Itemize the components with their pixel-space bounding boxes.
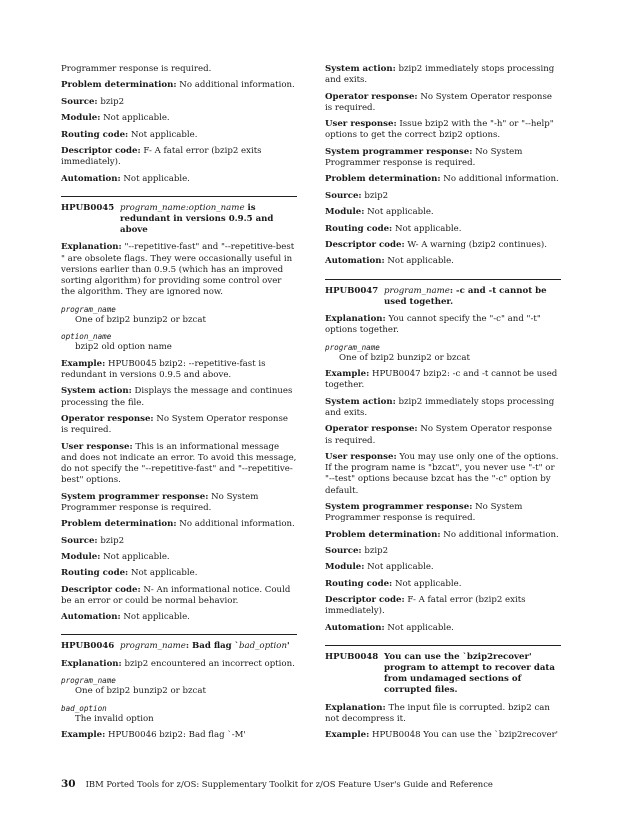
example: Example: HPUB0046 bzip2: Bad flag `-M' [61, 730, 246, 741]
message-header-hpub0047 [325, 279, 561, 308]
variable-definition: One of bzip2 bunzip2 or bzcat [339, 352, 470, 363]
system-programmer-response: System programmer response: No System Programmer response is required. [325, 146, 523, 168]
source: Source: bzip2 [325, 545, 389, 556]
routing-code: Routing code: Not applicable. [61, 129, 198, 140]
left-column [61, 64, 297, 747]
message-title: program_name: Bad flag `bad_option' [120, 641, 290, 652]
module: Module: Not applicable. [61, 113, 170, 124]
system-programmer-response: System programmer response: No System Programmer response is required. [61, 491, 259, 513]
message-id: HPUB0045 [61, 202, 115, 213]
system-action: System action: bzip2 immediately stops processing and exits. [325, 396, 555, 418]
automation: Automation: Not applicable. [61, 173, 190, 184]
automation: Automation: Not applicable. [325, 256, 454, 267]
module: Module: Not applicable. [325, 562, 434, 573]
footer-title: IBM Ported Tools for z/OS: Supplementary Toolkit for z/OS Feature User's Guide and Reference [85, 779, 493, 789]
message-title: You can use the `bzip2recover' program to attempt to recover data from undamaged sections of corrupted files. [384, 651, 555, 696]
message-header-hpub0048 [325, 645, 561, 697]
variable-term: program_name [325, 342, 380, 352]
message-id: HPUB0047 [325, 285, 379, 296]
user-response: User response: This is an informational message and does not indicate an error. To avoid this message, do not specify the "--repetitive-fast" and "--repetitive-best" options. [61, 441, 297, 486]
message-title: program_name:option_name is redundant in versions 0.9.5 and above [120, 202, 274, 236]
explanation: Explanation: "--repetitive-fast" and "--repetitive-best " are obsolete flags. They were occasionally useful in versions earlier than 0.9.5 (which has an improved sorting algorithm) for providing some control over the algorithm. They are ignored now. [61, 242, 295, 298]
routing-code: Routing code: Not applicable. [325, 223, 462, 234]
variable-term: program_name [61, 304, 116, 314]
example: Example: HPUB0045 bzip2: --repetitive-fast is redundant in versions 0.9.5 and above. [61, 358, 266, 380]
descriptor-code: Descriptor code: F- A fatal error (bzip2 exits immediately). [61, 145, 262, 168]
variable-definition: The invalid option [75, 713, 154, 724]
system-programmer-response: System programmer response: No System Programmer response is required. [325, 501, 523, 524]
explanation: Explanation: bzip2 encountered an incorrect option. [61, 658, 295, 669]
descriptor-code: Descriptor code: N- An informational notice. Could be an error or could be normal behavior. [61, 584, 291, 606]
module: Module: Not applicable. [325, 207, 434, 218]
explanation: Explanation: The input file is corrupted. bzip2 can not decompress it. [325, 702, 550, 724]
message-id: HPUB0048 [325, 651, 379, 662]
message-title: program_name: -c and -t cannot be used together. [384, 285, 547, 307]
page-footer [61, 779, 493, 790]
variable-definition: bzip2 old option name [75, 342, 172, 353]
system-action: System action: Displays the message and continues processing the file. [61, 386, 293, 408]
routing-code: Routing code: Not applicable. [325, 578, 462, 589]
problem-determination: Problem determination: No additional information. [61, 519, 295, 530]
module: Module: Not applicable. [61, 551, 170, 562]
operator-response: Operator response: No System Operator response is required. [325, 91, 552, 113]
right-column [325, 64, 561, 747]
explanation: Explanation: You cannot specify the "-c" and "-t" options together. [325, 313, 541, 336]
operator-response: Operator response: No System Operator response is required. [325, 424, 552, 446]
user-response: User response: Issue bzip2 with the "-h" or "--help" options to get the correct bzip2 options. [325, 119, 554, 141]
descriptor-code: Descriptor code: W- A warning (bzip2 continues). [325, 239, 547, 250]
example: Example: HPUB0047 bzip2: -c and -t cannot be used together. [325, 369, 558, 391]
descriptor-code: Descriptor code: F- A fatal error (bzip2 exits immediately). [325, 595, 526, 617]
automation: Automation: Not applicable. [61, 612, 190, 623]
operator-response: Operator response: No System Operator response is required. [61, 413, 288, 436]
routing-code: Routing code: Not applicable. [61, 568, 198, 579]
message-header-hpub0046 [61, 634, 297, 652]
example: Example: HPUB0048 You can use the `bzip2recover' [325, 730, 559, 741]
variable-definition: One of bzip2 bunzip2 or bzcat [75, 686, 206, 697]
problem-determination: Problem determination: No additional information. [61, 80, 295, 91]
source: Source: bzip2 [61, 535, 125, 546]
source: Source: bzip2 [325, 190, 389, 201]
source: Source: bzip2 [61, 96, 125, 107]
problem-determination: Problem determination: No additional information. [325, 529, 559, 540]
variable-definition: One of bzip2 bunzip2 or bzcat [75, 314, 206, 325]
page-number: 30 [61, 778, 76, 790]
problem-determination: Problem determination: No additional information. [325, 174, 559, 185]
system-action: System action: bzip2 immediately stops processing and exits. [325, 64, 555, 86]
message-id: HPUB0046 [61, 641, 115, 652]
text-line: Programmer response is required. [61, 64, 212, 74]
variable-term: bad_option [61, 703, 107, 713]
user-response: User response: You may use only one of the options. If the program name is "bzcat", you never use "-t" or "--test" options because bzcat has the "-c" option by default. [325, 451, 559, 496]
variable-term: option_name [61, 332, 112, 342]
automation: Automation: Not applicable. [325, 622, 454, 633]
variable-term: program_name [61, 676, 116, 686]
message-header-hpub0045 [61, 196, 297, 237]
